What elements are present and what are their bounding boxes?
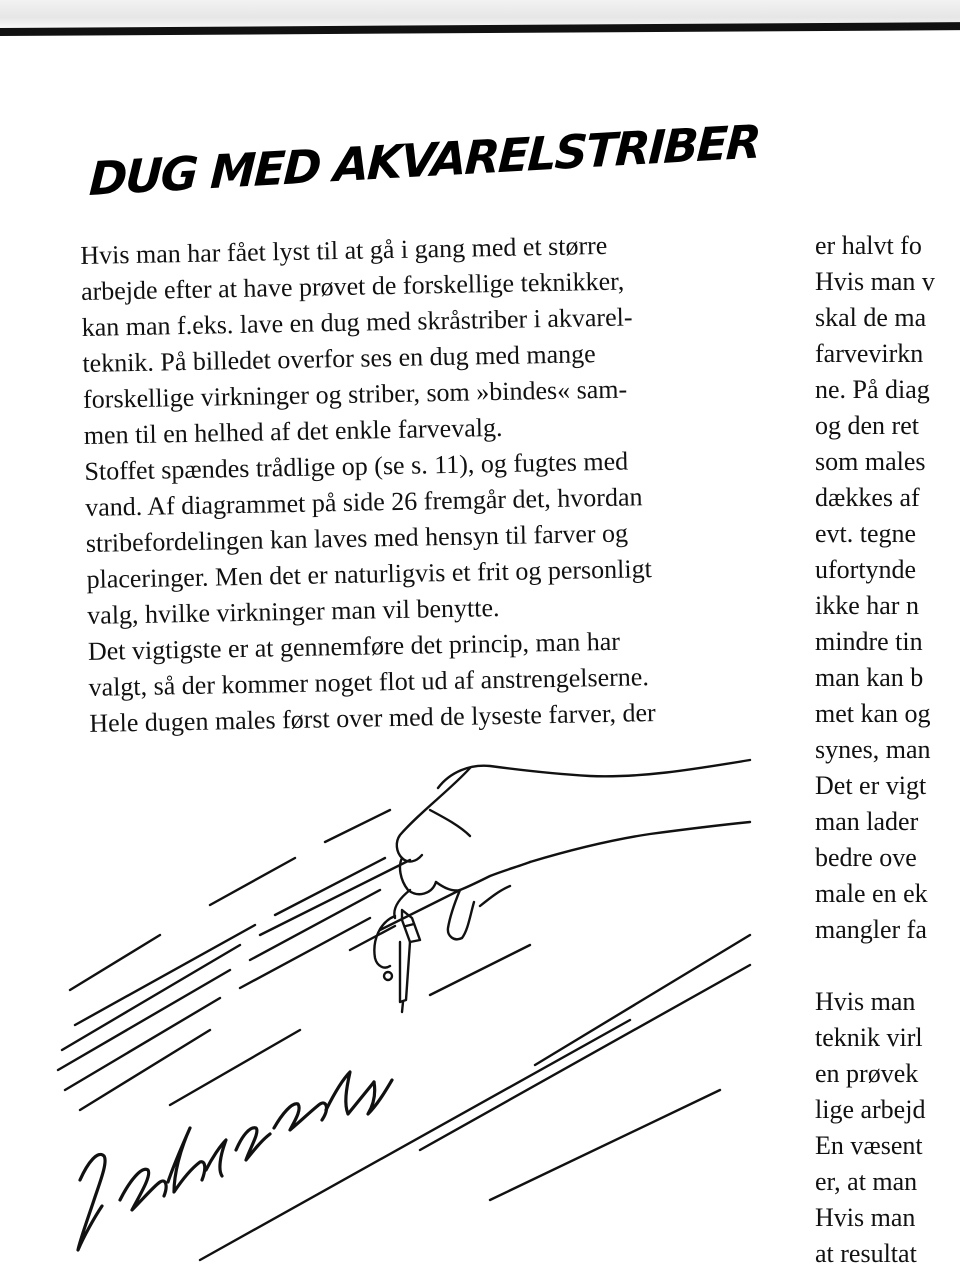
text-line: arbejde efter at have prøvet de forskellige teknikker, [80,266,625,306]
text-line: er halvt fo [815,231,922,260]
text-line: Hvis man [815,1203,916,1232]
text-line: skal de ma [815,303,927,332]
stripe-lines [58,810,750,1260]
dropper-bottle [374,910,420,1012]
text-line: Hvis man har fået lyst til at gå i gang med et større [80,230,608,270]
text-line: Det er vigt [815,771,927,800]
text-line: ikke har n [815,591,919,620]
text-line: Hele dugen males først over med de lyseste farver, der [89,698,656,738]
text-line: men til en helhed af det enkle farvevalg. [83,412,503,450]
page-title: DUG MED AKVARELSTRIBER [88,114,761,206]
text-line: en prøvek [815,1059,919,1088]
text-line: valgt, så der kommer noget flot ud af anstrengelserne. [88,662,650,702]
text-line: synes, man [815,735,931,764]
illustration-svg [50,730,770,1280]
text-line: man kan b [815,663,924,692]
text-line: valg, hvilke virkninger man vil benytte. [86,593,500,630]
text-line: met kan og [815,699,931,728]
text-line: som males [815,447,926,476]
text-line: dækkes af [815,483,920,512]
text-line: mangler fa [815,915,927,944]
text-line: evt. tegne [815,519,917,548]
left-text-column [80,225,770,742]
text-line: mindre tin [815,627,923,656]
text-line: farvevirkn [815,339,924,368]
text-line: bedre ove [815,843,917,872]
text-line: man lader [815,807,919,836]
text-line: teknik virl [815,1023,923,1052]
text-line: Hvis man [815,987,916,1016]
paragraph-gap [815,948,960,984]
hand-drawing-illustration [50,730,770,1280]
text-line: En væsent [815,1131,923,1160]
text-line: Stoffet spændes trådlige op (se s. 11), og fugtes med [84,446,629,486]
text-line: er, at man [815,1167,918,1196]
text-line: vand. Af diagrammet på side 26 fremgår det, hvordan [84,482,643,522]
text-line: og den ret [815,411,919,440]
text-line: at resultat [815,1239,917,1268]
artist-signature [78,1072,392,1250]
text-line: placeringer. Men det er naturligvis et frit og personligt [86,554,653,594]
text-line: teknik. På billedet overfor ses en dug med mange [82,339,596,378]
text-line: male en ek [815,879,928,908]
hand-outline [394,760,750,939]
text-line: ufortynde [815,555,917,584]
text-line: lige arbejd [815,1095,926,1124]
text-line: Det vigtigste er at gennemføre det princip, man har [87,626,621,666]
text-line: stribefordelingen kan laves med hensyn til farver og [85,518,629,558]
right-text-column [815,228,960,1272]
text-line: kan man f.eks. lave en dug med skråstriber i akvarel- [81,302,633,342]
text-line: Hvis man v [815,267,935,296]
text-line: forskellige virkninger og striber, som »bindes« sam- [82,374,628,414]
text-line: ne. På diag [815,375,930,404]
